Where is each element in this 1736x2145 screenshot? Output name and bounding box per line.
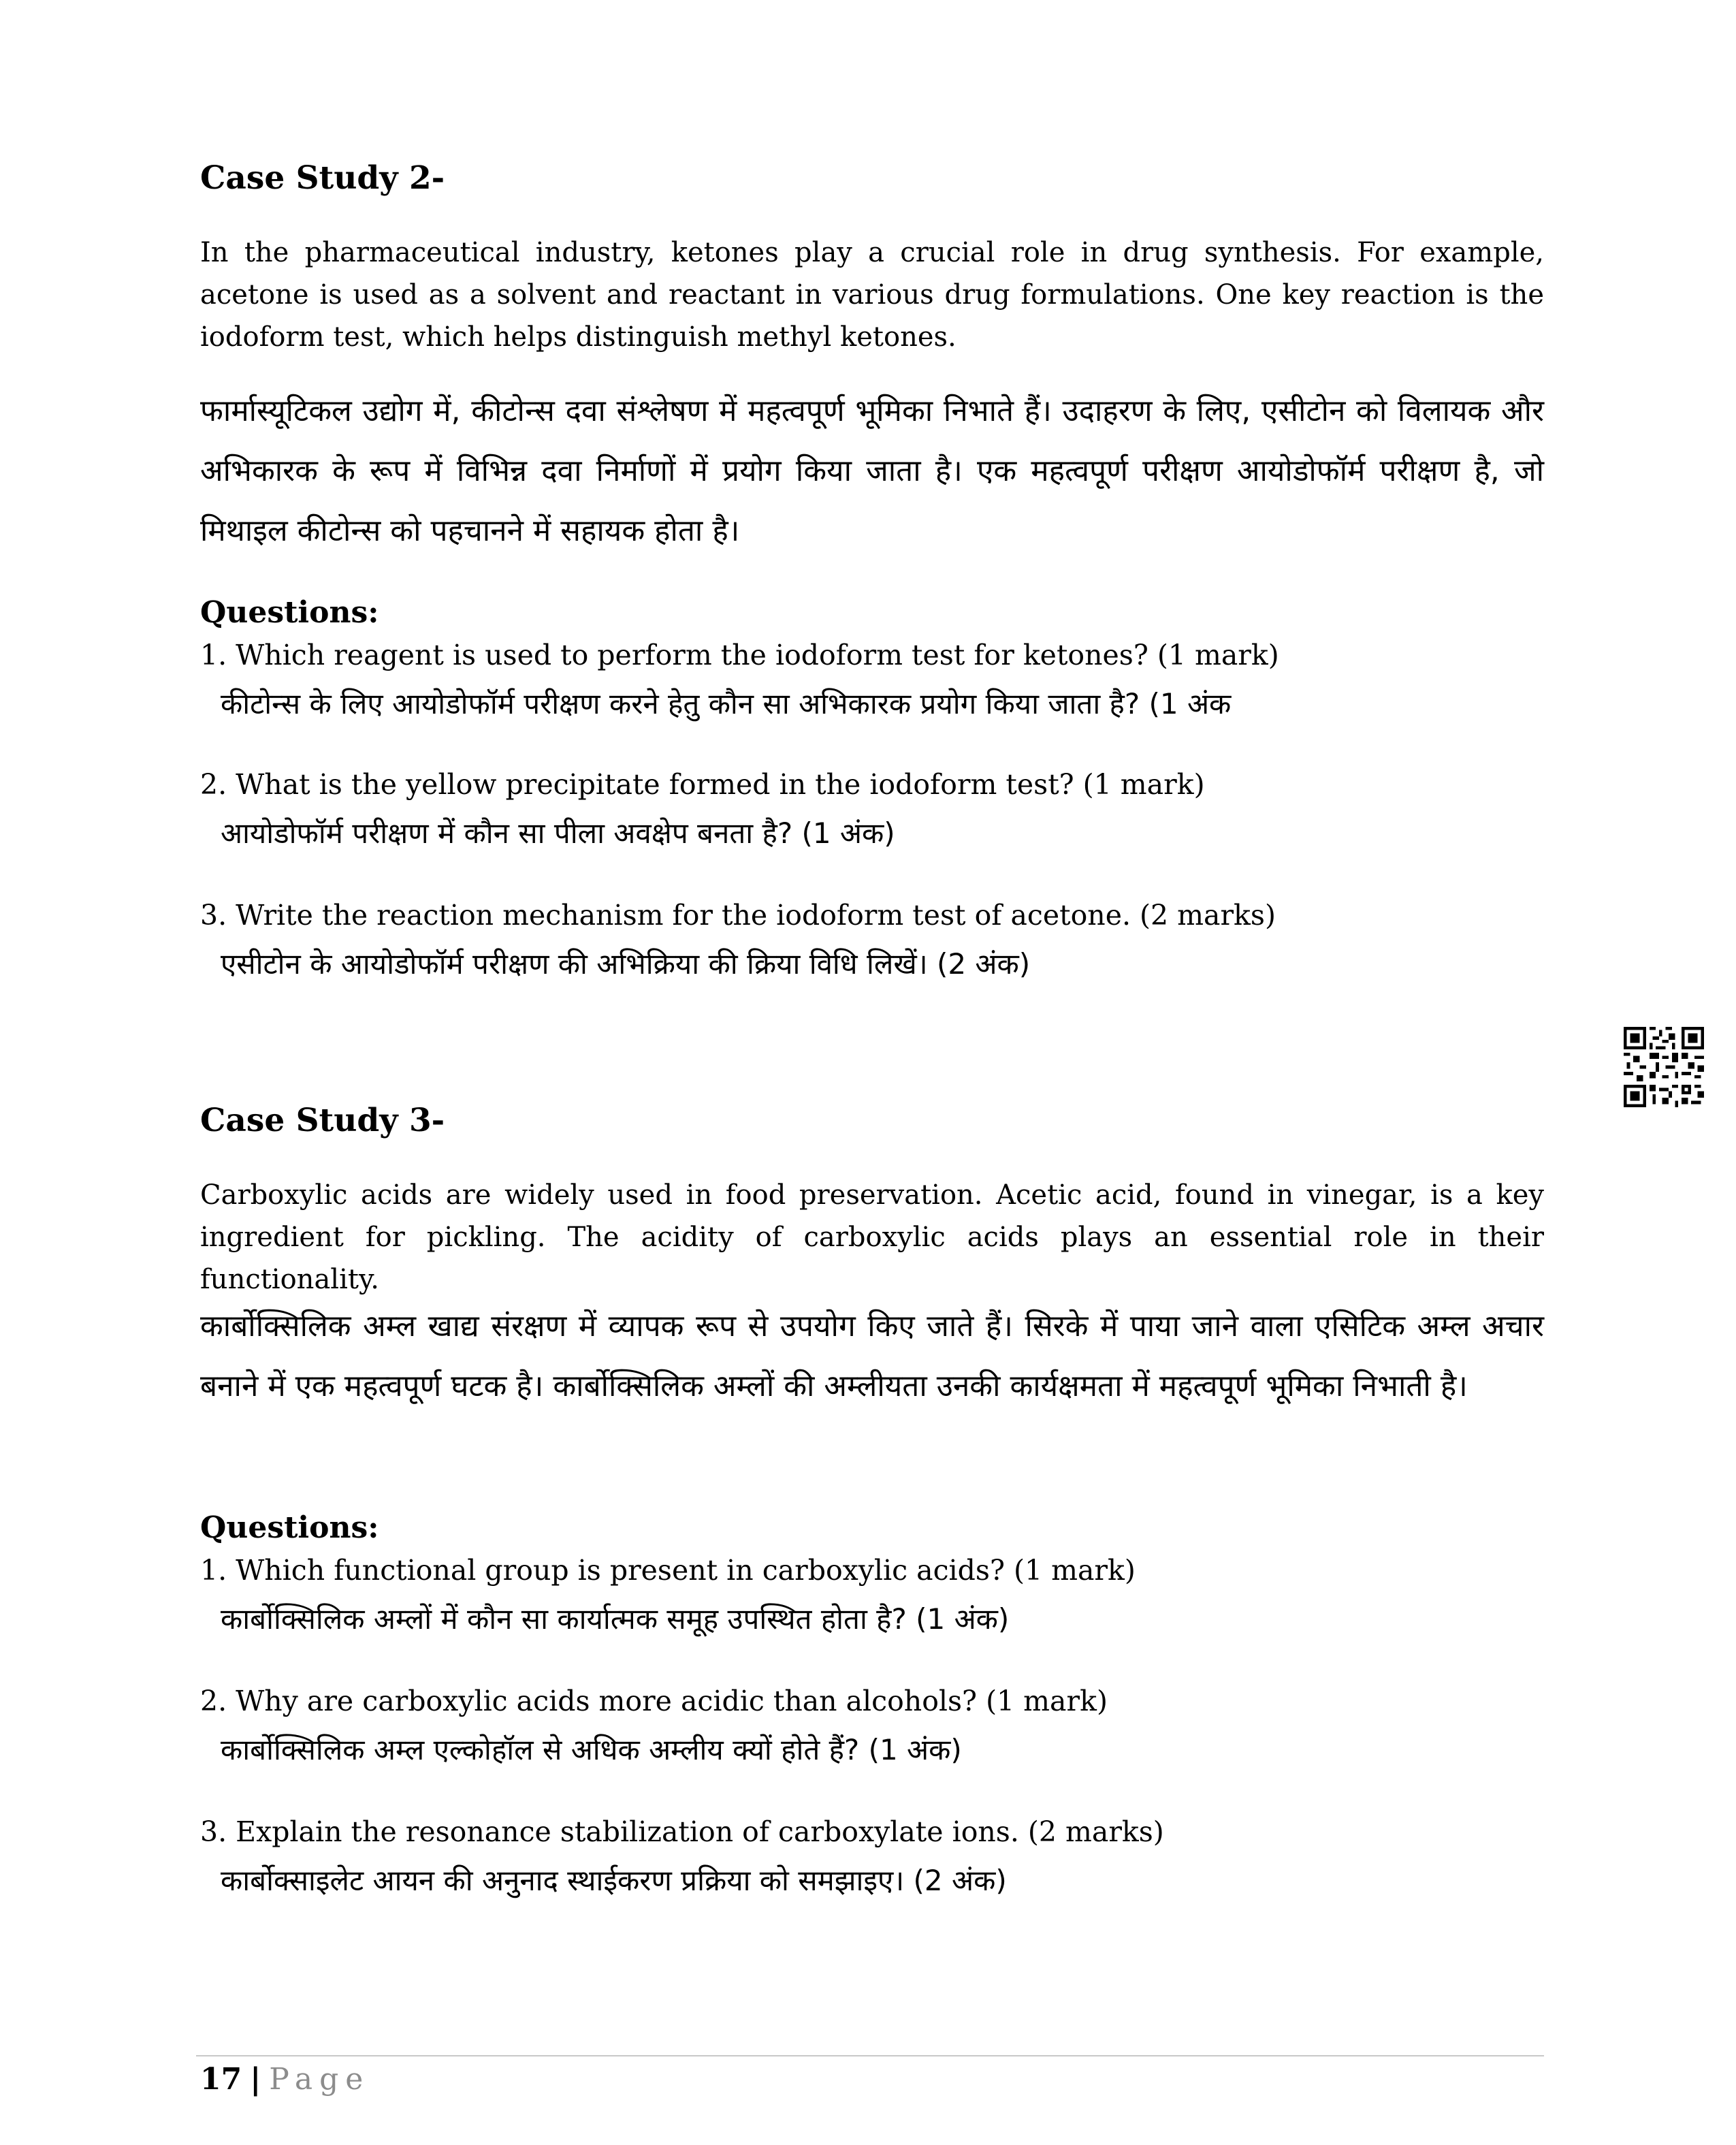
- case-study-2-hindi-text: फार्मास्यूटिकल उद्योग में, कीटोन्स दवा संश्लेषण में महत्वपूर्ण भूमिका निभाते हैं। उदाहरण के लिए, एसीटोन को विलायक और अभिकारक के रूप में विभिन्न दवा निर्माणों में प्रयोग किया जाता है। एक महत्वपूर्ण परीक्षण आयोडोफॉर्म परीक्षण है, जो मिथाइल कीटोन्स को पहचानने में सहायक होता है।: [200, 394, 1544, 548]
- cs3-question-1-english: 1. Which functional group is present in carboxylic acids? (1 mark): [200, 1554, 1136, 1587]
- cs3-question-3-hindi: कार्बोक्साइलेट आयन की अनुनाद स्थाईकरण प्रक्रिया को समझाइए। (2 अंक): [221, 1864, 1007, 1897]
- cs2-question-3-hindi: एसीटोन के आयोडोफॉर्म परीक्षण की अभिक्रिया की क्रिया विधि लिखें। (2 अंक): [221, 947, 1031, 981]
- cs3-question-1-hindi: कार्बोक्सिलिक अम्लों में कौन सा कार्यात्मक समूह उपस्थित होता है? (1 अंक): [221, 1602, 1010, 1636]
- cs3-question-3-english: 3. Explain the resonance stabilization of carboxylate ions. (2 marks): [200, 1815, 1164, 1848]
- case-study-2-english-text: In the pharmaceutical industry, ketones play a crucial role in drug synthesis. For example, acetone is used as a solvent and reactant in various drug formulations. One key reaction is the iodoform test, which helps distinguish methyl ketones.: [200, 237, 1544, 353]
- cs2-question-1-english: 1. Which reagent is used to perform the iodoform test for ketones? (1 mark): [200, 639, 1279, 671]
- case-study-3-hindi-text: कार्बोक्सिलिक अम्ल खाद्य संरक्षण में व्यापक रूप से उपयोग किए जाते हैं। सिरके में पाया जाने वाला एसिटिक अम्ल अचार बनाने में एक महत्वपूर्ण घटक है। कार्बोक्सिलिक अम्लों की अम्लीयता उनकी कार्यक्षमता में महत्वपूर्ण भूमिका निभाती है।: [200, 1309, 1544, 1403]
- cs3-question-2-hindi: कार्बोक्सिलिक अम्ल एल्कोहॉल से अधिक अम्लीय क्यों होते हैं? (1 अंक): [221, 1733, 962, 1766]
- cs2-question-1-hindi: कीटोन्स के लिए आयोडोफॉर्म परीक्षण करने हेतु कौन सा अभिकारक प्रयोग किया जाता है? (1 अंक: [221, 687, 1232, 720]
- cs2-question-2-english: 2. What is the yellow precipitate formed in the iodoform test? (1 mark): [200, 768, 1205, 801]
- case-study-3-english-text: Carboxylic acids are widely used in food preservation. Acetic acid, found in vinegar, is a key ingredient for pickling. The acidity of carboxylic acids plays an essential role in their functionality.: [200, 1179, 1544, 1295]
- case-study-3-questions-title: Questions:: [200, 1510, 379, 1545]
- document-page: [200, 0, 1544, 2145]
- cs2-question-3-english: 3. Write the reaction mechanism for the iodoform test of acetone. (2 marks): [200, 899, 1276, 932]
- page-number: 17: [200, 2062, 242, 2097]
- footer-rule: [196, 2055, 1544, 2056]
- qr-code-icon: [1623, 1027, 1705, 1107]
- footer-separator: |: [250, 2062, 261, 2097]
- case-study-2-heading: Case Study 2-: [200, 159, 445, 197]
- case-study-2-questions-title: Questions:: [200, 595, 379, 630]
- case-study-3-heading: Case Study 3-: [200, 1102, 445, 1139]
- cs2-question-2-hindi: आयोडोफॉर्म परीक्षण में कौन सा पीला अवक्षेप बनता है? (1 अंक): [221, 816, 895, 850]
- page-footer: [200, 2062, 370, 2097]
- page-label: Page: [269, 2062, 370, 2097]
- cs3-question-2-english: 2. Why are carboxylic acids more acidic than alcohols? (1 mark): [200, 1685, 1108, 1717]
